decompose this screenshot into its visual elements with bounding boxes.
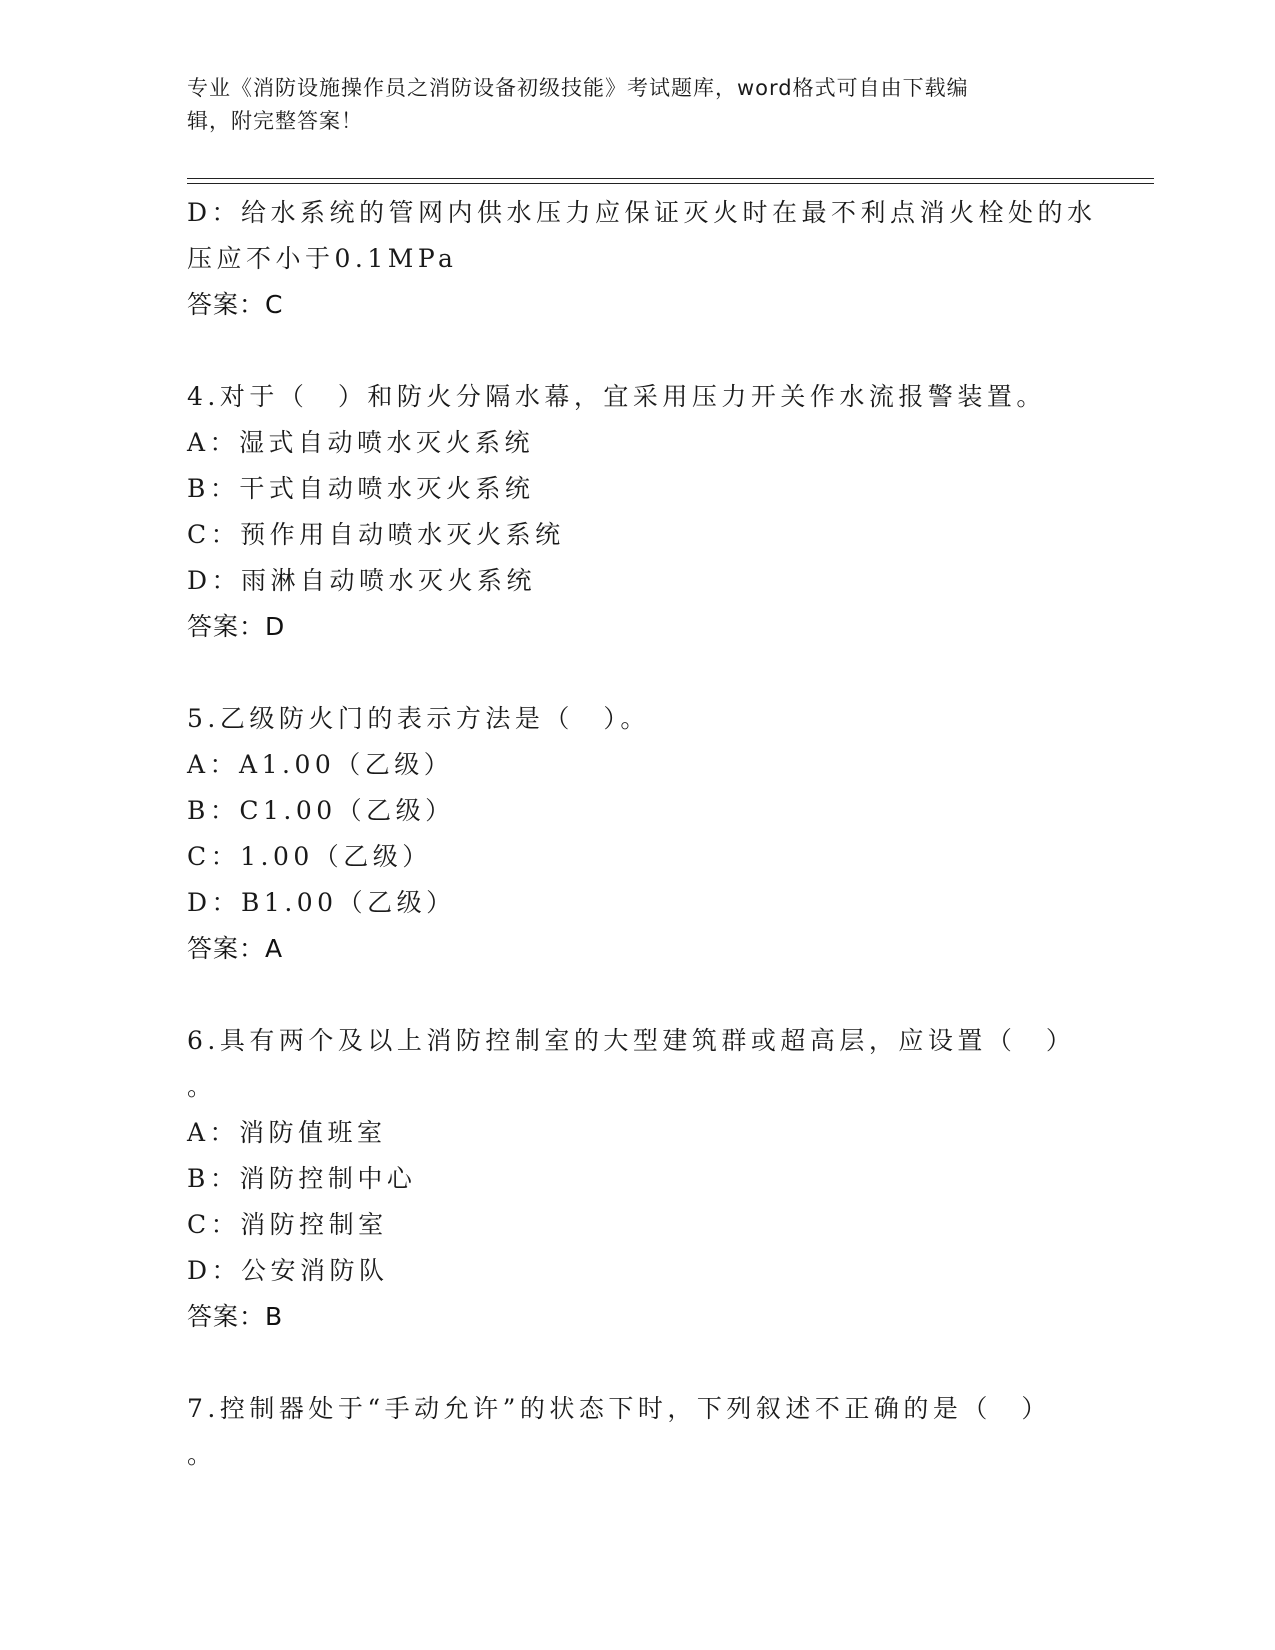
answer: 答案：C <box>187 290 284 319</box>
header-divider-bottom <box>187 183 1154 184</box>
question-text-tail: 。 <box>187 1440 217 1469</box>
question-text: 6.具有两个及以上消防控制室的大型建筑群或超高层，应设置（ ） <box>187 1026 1076 1055</box>
question-text: 5.乙级防火门的表示方法是（ ）。 <box>187 704 650 733</box>
option-d-line-1: D：给水系统的管网内供水压力应保证灭火时在最不利点消火栓处的水 <box>187 198 1097 227</box>
header-line-2: 辑，附完整答案！ <box>187 109 363 133</box>
spacer <box>187 972 1087 1018</box>
question-5 <box>187 696 1087 972</box>
spacer <box>187 650 1087 696</box>
option-c: C：1.00（乙级） <box>187 842 432 871</box>
question-7 <box>187 1386 1087 1478</box>
answer: 答案：B <box>187 1302 284 1331</box>
option-a: A：消防值班室 <box>187 1118 387 1147</box>
option-d: D：公安消防队 <box>187 1256 389 1285</box>
question-text-tail: 。 <box>187 1072 217 1101</box>
option-d: D：B1.00（乙级） <box>187 888 456 917</box>
header-divider-top <box>187 178 1154 179</box>
option-d-line-2: 压应不小于0.1MPa <box>187 244 458 273</box>
option-a: A：A1.00（乙级） <box>187 750 454 779</box>
document-header <box>187 72 1067 138</box>
question-text: 7.控制器处于“手动允许”的状态下时，下列叙述不正确的是（ ） <box>187 1394 1051 1423</box>
question-text: 4.对于（ ）和防火分隔水幕，宜采用压力开关作水流报警装置。 <box>187 382 1046 411</box>
option-c: C：预作用自动喷水灭火系统 <box>187 520 565 549</box>
spacer <box>187 1340 1087 1386</box>
option-d: D：雨淋自动喷水灭火系统 <box>187 566 537 595</box>
question-list <box>187 190 1097 1478</box>
option-b: B：消防控制中心 <box>187 1164 417 1193</box>
option-c: C：消防控制室 <box>187 1210 388 1239</box>
question-3-continued <box>187 190 1097 328</box>
answer: 答案：A <box>187 934 284 963</box>
option-b: B：C1.00（乙级） <box>187 796 455 825</box>
question-4 <box>187 374 1087 650</box>
header-line-1: 专业《消防设施操作员之消防设备初级技能》考试题库，word格式可自由下载编 <box>187 76 969 100</box>
spacer <box>187 328 1087 374</box>
question-6 <box>187 1018 1087 1340</box>
option-b: B：干式自动喷水灭火系统 <box>187 474 535 503</box>
answer: 答案：D <box>187 612 286 641</box>
option-a: A：湿式自动喷水灭火系统 <box>187 428 535 457</box>
